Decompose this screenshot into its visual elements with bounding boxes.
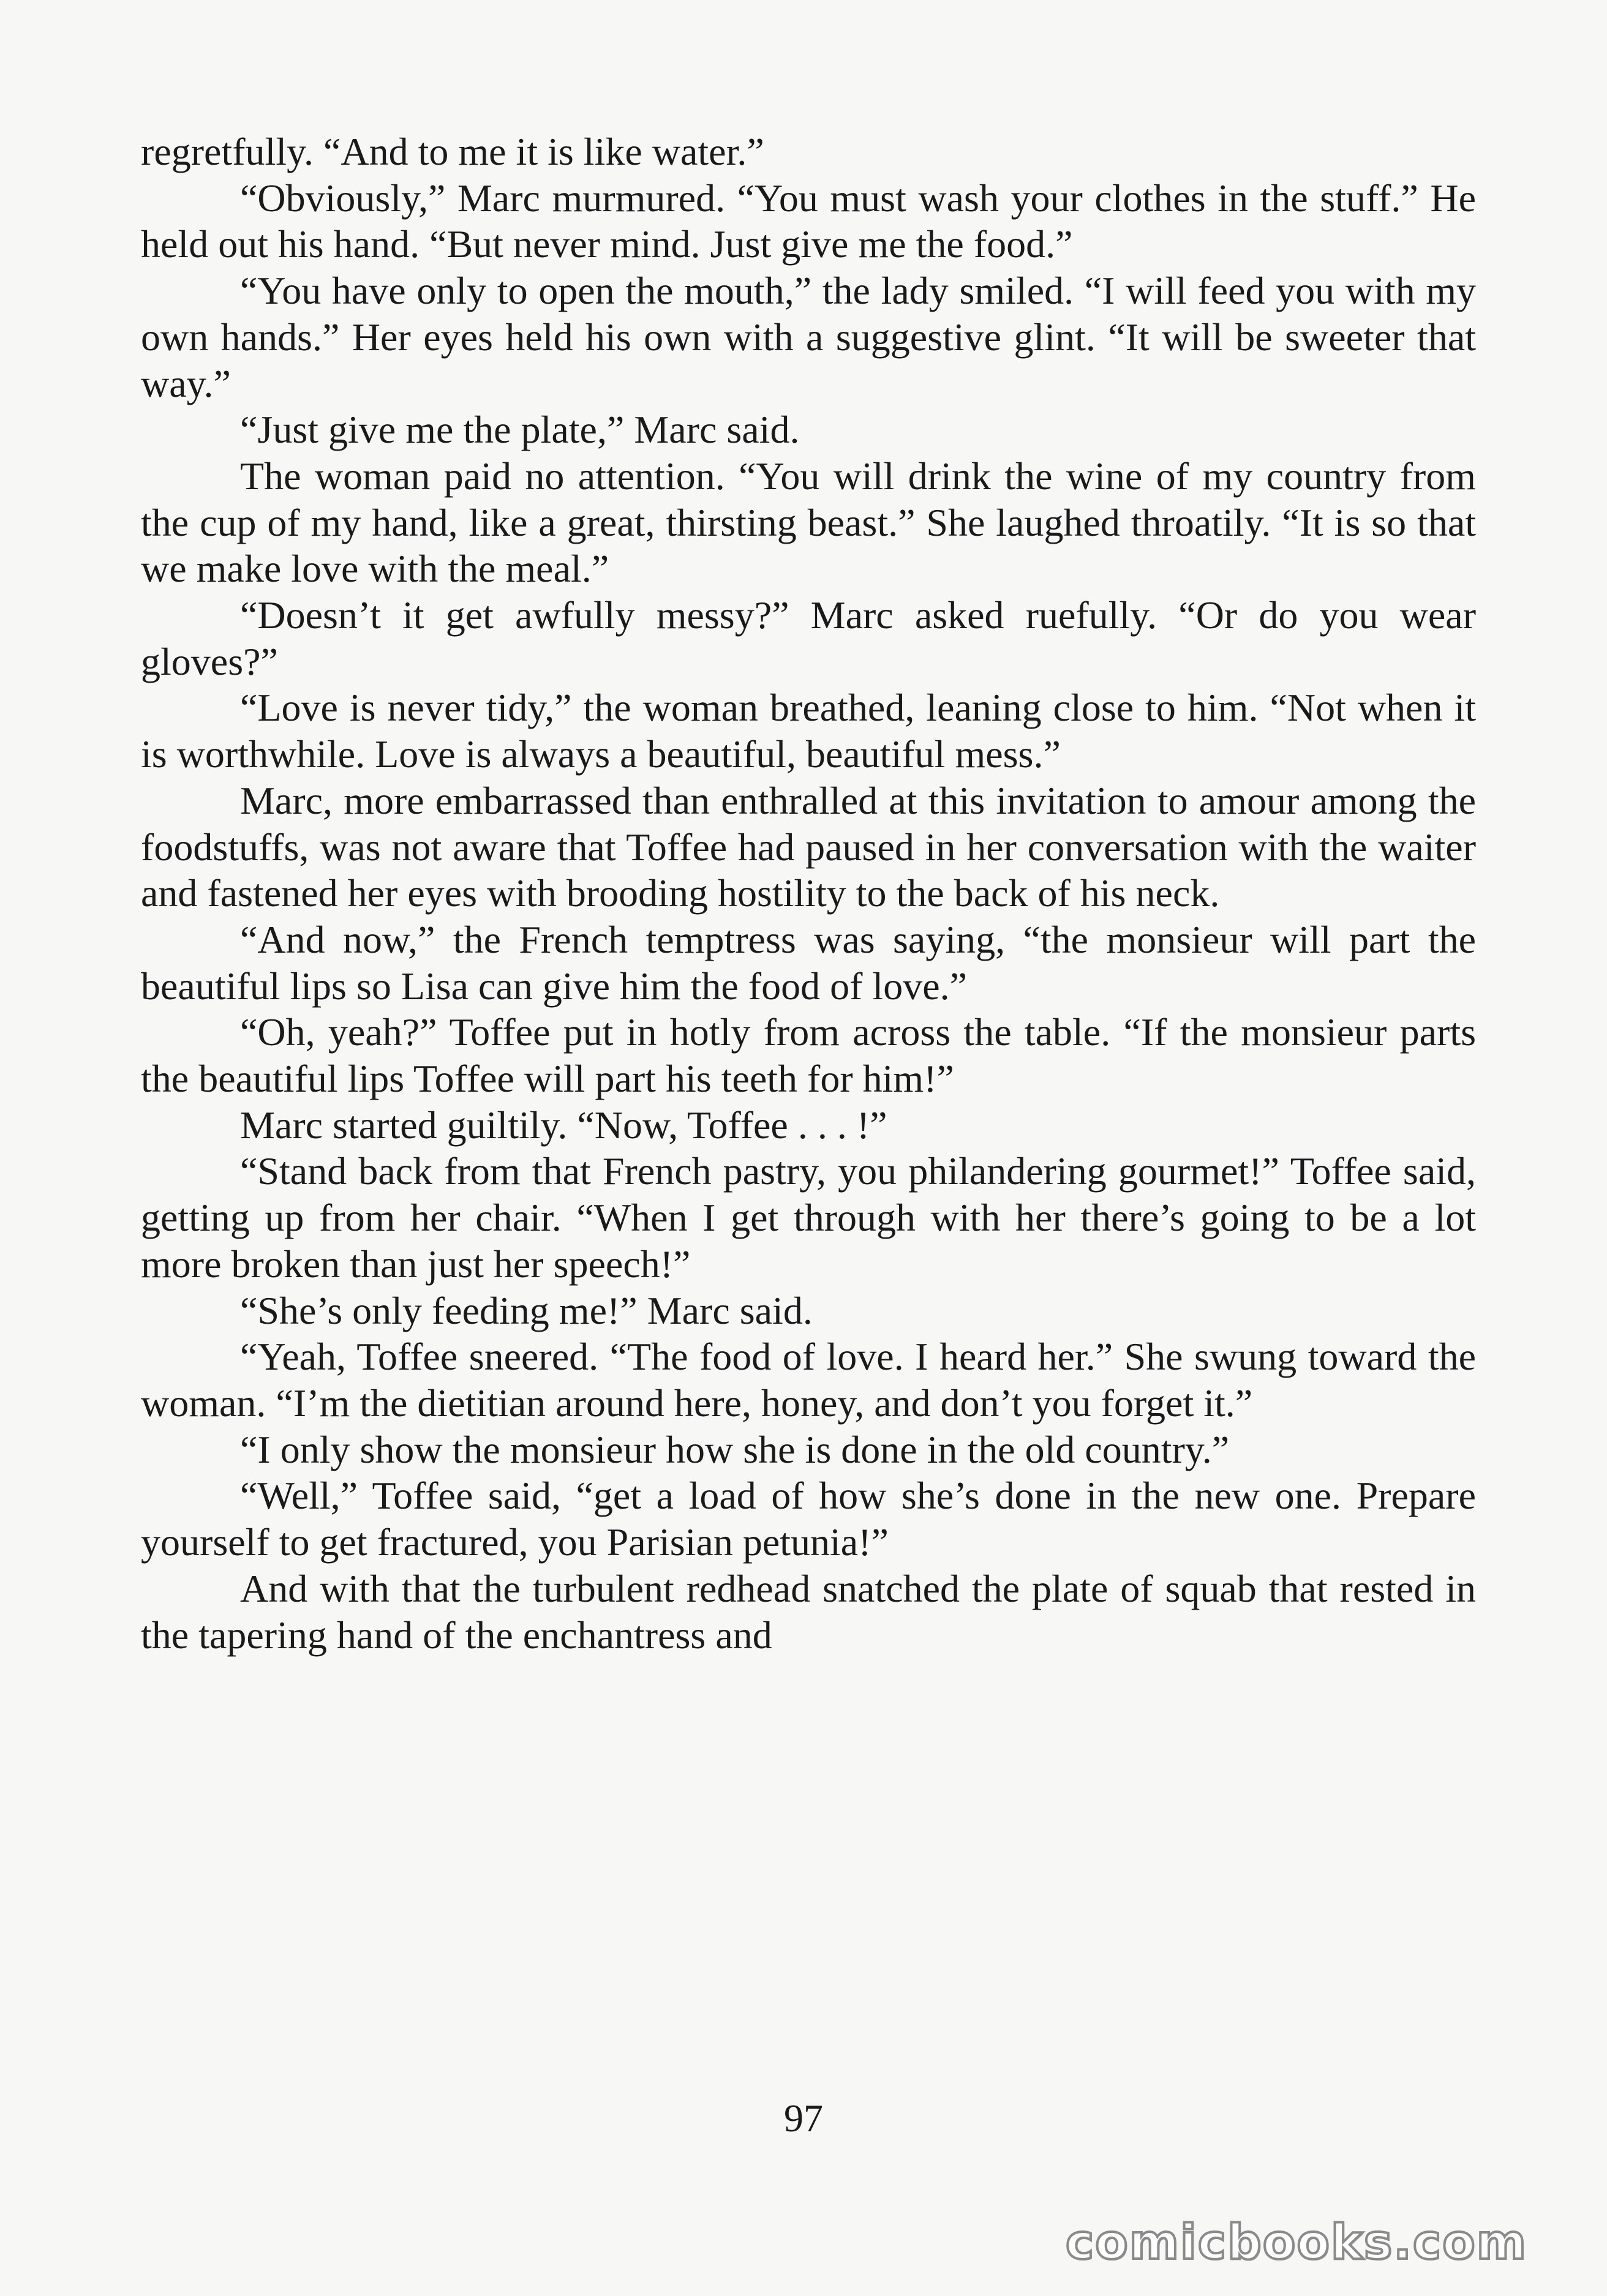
- paragraph: Marc started guiltily. “Now, Toffee . . . !”: [240, 1103, 887, 1147]
- paragraph: “Stand back from that French pastry, you philandering gourmet!” Toffee said, getting up from her chair. “When I get through with her there’s going to be a lot more broken than just her speech!”: [141, 1149, 1476, 1286]
- body-text: [141, 129, 1476, 1658]
- paragraph: The woman paid no attention. “You will drink the wine of my country from the cup of my hand, like a great, thirsting beast.” She laughed throatily. “It is so that we make love with the meal.”: [141, 454, 1476, 591]
- page-number: 97: [784, 2096, 823, 2140]
- paragraph: “She’s only feeding me!” Marc said.: [240, 1288, 813, 1332]
- paragraph: “And now,” the French temptress was saying, “the monsieur will part the beautiful lips so Lisa can give him the food of love.”: [141, 917, 1476, 1008]
- paragraph: “I only show the monsieur how she is done in the old country.”: [240, 1427, 1230, 1471]
- paragraph: “Love is never tidy,” the woman breathed, leaning close to him. “Not when it is worthwhile. Love is always a beautiful, beautiful mess.”: [141, 686, 1476, 776]
- paragraph: And with that the turbulent redhead snatched the plate of squab that rested in the tapering hand of the enchantress and: [141, 1566, 1476, 1657]
- paragraph: “You have only to open the mouth,” the lady smiled. “I will feed you with my own hands.” Her eyes held his own with a suggestive glint. “It will be sweeter that way.”: [141, 269, 1476, 405]
- paragraph: regretfully. “And to me it is like water.”: [141, 130, 764, 173]
- paragraph: Marc, more embarrassed than enthralled at this invitation to amour among the foodstuffs, was not aware that Toffee had paused in her conversation with the waiter and fastened her eyes with brooding hostility to the back of his neck.: [141, 778, 1476, 915]
- paragraph: “Oh, yeah?” Toffee put in hotly from across the table. “If the monsieur parts the beautiful lips Toffee will part his teeth for him!”: [141, 1010, 1476, 1101]
- paragraph: “Obviously,” Marc murmured. “You must wash your clothes in the stuff.” He held out his hand. “But never mind. Just give me the food.”: [141, 176, 1476, 266]
- paragraph: “Just give me the plate,” Marc said.: [240, 408, 800, 452]
- paragraph: “Doesn’t it get awfully messy?” Marc asked ruefully. “Or do you wear gloves?”: [141, 593, 1476, 683]
- paragraph: “Yeah, Toffee sneered. “The food of love. I heard her.” She swung toward the woman. “I’m the dietitian around here, honey, and don’t you forget it.”: [141, 1335, 1476, 1425]
- site-watermark: comicbooks.com: [1065, 2215, 1527, 2270]
- paragraph: “Well,” Toffee said, “get a load of how she’s done in the new one. Prepare yourself to get fractured, you Parisian petunia!”: [141, 1474, 1476, 1564]
